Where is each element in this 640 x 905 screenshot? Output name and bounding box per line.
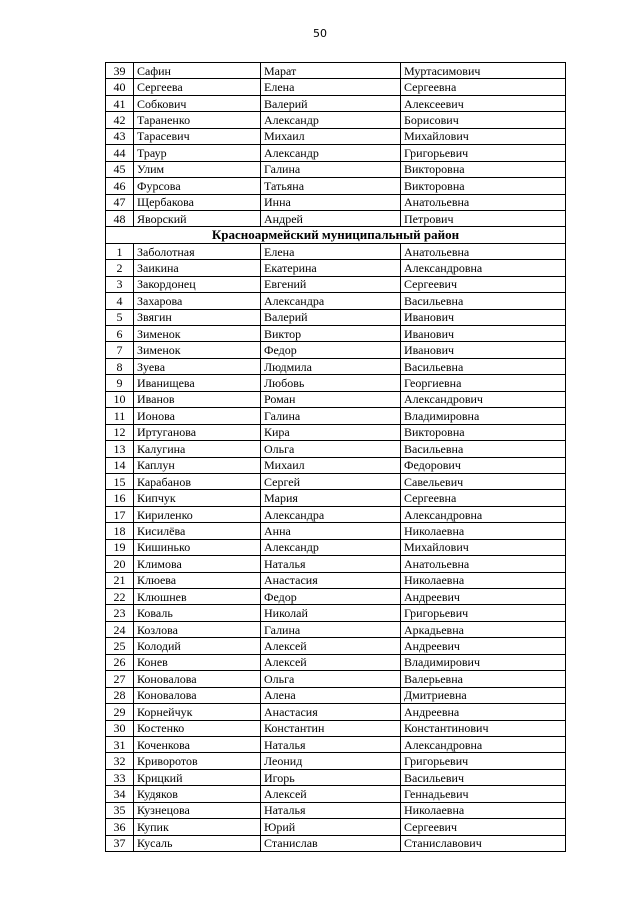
first-name-cell: Константин [261,720,401,736]
table-row [106,704,566,720]
surname-cell: Коновалова [134,687,261,703]
row-number: 6 [106,326,134,342]
section-title: Красноармейский муниципальный район [106,227,566,243]
surname-cell: Костенко [134,720,261,736]
table-row [106,293,566,309]
surname-cell: Тарасевич [134,128,261,144]
surname-cell: Захарова [134,293,261,309]
table-row [106,375,566,391]
first-name-cell: Любовь [261,375,401,391]
table-row [106,802,566,818]
surname-cell: Кусаль [134,835,261,851]
first-name-cell: Ольга [261,441,401,457]
table-row [106,326,566,342]
table-row [106,523,566,539]
row-number: 23 [106,605,134,621]
table-row [106,342,566,358]
patronymic-cell: Андреевич [401,589,566,605]
surname-cell: Тараненко [134,112,261,128]
first-name-cell: Станислав [261,835,401,851]
table-row [106,145,566,161]
table-row [106,720,566,736]
row-number: 37 [106,835,134,851]
row-number: 33 [106,769,134,785]
patronymic-cell: Иванович [401,309,566,325]
row-number: 46 [106,178,134,194]
table-row [106,556,566,572]
surname-cell: Калугина [134,441,261,457]
section-header-row [106,227,566,243]
surname-cell: Заболотная [134,243,261,259]
table-row [106,835,566,851]
table-row [106,671,566,687]
first-name-cell: Александр [261,145,401,161]
patronymic-cell: Викторовна [401,161,566,177]
surname-cell: Конев [134,654,261,670]
patronymic-cell: Викторовна [401,178,566,194]
row-number: 15 [106,473,134,489]
surname-cell: Коваль [134,605,261,621]
patronymic-cell: Николаевна [401,802,566,818]
row-number: 8 [106,358,134,374]
surname-cell: Коновалова [134,671,261,687]
patronymic-cell: Владимировна [401,408,566,424]
surname-cell: Траур [134,145,261,161]
patronymic-cell: Михайлович [401,128,566,144]
surname-cell: Корнейчук [134,704,261,720]
first-name-cell: Николай [261,605,401,621]
first-name-cell: Алексей [261,654,401,670]
patronymic-cell: Васильевна [401,293,566,309]
first-name-cell: Галина [261,408,401,424]
table-row [106,506,566,522]
patronymic-cell: Иванович [401,326,566,342]
first-name-cell: Валерий [261,309,401,325]
surname-cell: Кузнецова [134,802,261,818]
row-number: 19 [106,539,134,555]
patronymic-cell: Сергеевич [401,276,566,292]
row-number: 24 [106,621,134,637]
first-name-cell: Анастасия [261,572,401,588]
table-row [106,638,566,654]
patronymic-cell: Григорьевич [401,753,566,769]
row-number: 5 [106,309,134,325]
row-number: 11 [106,408,134,424]
surname-cell: Сафин [134,63,261,79]
patronymic-cell: Андреевна [401,704,566,720]
first-name-cell: Евгений [261,276,401,292]
surname-cell: Яворский [134,210,261,226]
patronymic-cell: Васильевич [401,769,566,785]
table-row [106,358,566,374]
first-name-cell: Анна [261,523,401,539]
row-number: 2 [106,260,134,276]
surname-cell: Криворотов [134,753,261,769]
surname-cell: Крицкий [134,769,261,785]
table-row [106,178,566,194]
surname-cell: Каплун [134,457,261,473]
row-number: 1 [106,243,134,259]
table-row [106,161,566,177]
patronymic-cell: Григорьевич [401,605,566,621]
patronymic-cell: Георгиевна [401,375,566,391]
first-name-cell: Михаил [261,457,401,473]
patronymic-cell: Васильевна [401,441,566,457]
patronymic-cell: Алексеевич [401,95,566,111]
table-row [106,63,566,79]
row-number: 45 [106,161,134,177]
surname-cell: Собкович [134,95,261,111]
surname-cell: Зименок [134,342,261,358]
row-number: 13 [106,441,134,457]
table-row [106,687,566,703]
first-name-cell: Галина [261,621,401,637]
first-name-cell: Сергей [261,473,401,489]
surname-cell: Щербакова [134,194,261,210]
row-number: 36 [106,819,134,835]
patronymic-cell: Александровна [401,736,566,752]
patronymic-cell: Николаевна [401,572,566,588]
table-row [106,605,566,621]
table-row [106,473,566,489]
row-number: 4 [106,293,134,309]
table-row [106,786,566,802]
table-row [106,112,566,128]
patronymic-cell: Дмитриевна [401,687,566,703]
table-row [106,621,566,637]
page-number: 50 [313,27,327,40]
first-name-cell: Роман [261,391,401,407]
first-name-cell: Михаил [261,128,401,144]
surname-cell: Климова [134,556,261,572]
patronymic-cell: Сергеевич [401,819,566,835]
row-number: 20 [106,556,134,572]
first-name-cell: Елена [261,243,401,259]
patronymic-cell: Сергеевна [401,490,566,506]
row-number: 25 [106,638,134,654]
patronymic-cell: Борисович [401,112,566,128]
row-number: 12 [106,424,134,440]
row-number: 16 [106,490,134,506]
patronymic-cell: Александрович [401,391,566,407]
row-number: 27 [106,671,134,687]
patronymic-cell: Федорович [401,457,566,473]
first-name-cell: Леонид [261,753,401,769]
table-row [106,654,566,670]
first-name-cell: Екатерина [261,260,401,276]
first-name-cell: Татьяна [261,178,401,194]
patronymic-cell: Геннадьевич [401,786,566,802]
surname-cell: Кисилёва [134,523,261,539]
row-number: 26 [106,654,134,670]
patronymic-cell: Валерьевна [401,671,566,687]
row-number: 31 [106,736,134,752]
first-name-cell: Мария [261,490,401,506]
table-row [106,753,566,769]
first-name-cell: Юрий [261,819,401,835]
table-row [106,243,566,259]
row-number: 21 [106,572,134,588]
surname-cell: Колодий [134,638,261,654]
row-number: 35 [106,802,134,818]
patronymic-cell: Петрович [401,210,566,226]
table-row [106,128,566,144]
first-name-cell: Инна [261,194,401,210]
surname-cell: Кириленко [134,506,261,522]
first-name-cell: Александра [261,506,401,522]
row-number: 34 [106,786,134,802]
row-number: 47 [106,194,134,210]
patronymic-cell: Анатольевна [401,556,566,572]
row-number: 14 [106,457,134,473]
first-name-cell: Алексей [261,638,401,654]
surname-cell: Иванищева [134,375,261,391]
row-number: 44 [106,145,134,161]
surname-cell: Зименок [134,326,261,342]
first-name-cell: Андрей [261,210,401,226]
surname-cell: Коченкова [134,736,261,752]
row-number: 40 [106,79,134,95]
first-name-cell: Елена [261,79,401,95]
row-number: 41 [106,95,134,111]
patronymic-cell: Александровна [401,260,566,276]
surname-cell: Козлова [134,621,261,637]
patronymic-cell: Васильевна [401,358,566,374]
row-number: 48 [106,210,134,226]
table-row [106,457,566,473]
first-name-cell: Марат [261,63,401,79]
table-row [106,589,566,605]
first-name-cell: Алексей [261,786,401,802]
first-name-cell: Александр [261,539,401,555]
table-row [106,391,566,407]
first-name-cell: Галина [261,161,401,177]
surname-cell: Улим [134,161,261,177]
first-name-cell: Наталья [261,802,401,818]
surname-cell: Иртуганова [134,424,261,440]
surname-cell: Звягин [134,309,261,325]
table-body-section [106,243,566,851]
first-name-cell: Алена [261,687,401,703]
patronymic-cell: Александровна [401,506,566,522]
surname-cell: Кишинько [134,539,261,555]
patronymic-cell: Муртасимович [401,63,566,79]
first-name-cell: Александр [261,112,401,128]
first-name-cell: Ольга [261,671,401,687]
row-number: 3 [106,276,134,292]
row-number: 42 [106,112,134,128]
section-header-group [106,227,566,243]
table-row [106,490,566,506]
surname-cell: Купик [134,819,261,835]
surname-cell: Клюшнев [134,589,261,605]
row-number: 10 [106,391,134,407]
patronymic-cell: Михайлович [401,539,566,555]
patronymic-cell: Аркадьевна [401,621,566,637]
table-row [106,441,566,457]
table-row [106,424,566,440]
patronymic-cell: Николаевна [401,523,566,539]
table-row [106,79,566,95]
surname-cell: Кипчук [134,490,261,506]
row-number: 18 [106,523,134,539]
table-row [106,819,566,835]
surname-cell: Сергеева [134,79,261,95]
row-number: 7 [106,342,134,358]
table-row [106,408,566,424]
first-name-cell: Наталья [261,556,401,572]
patronymic-cell: Анатольевна [401,194,566,210]
first-name-cell: Людмила [261,358,401,374]
table-row [106,736,566,752]
patronymic-cell: Сергеевна [401,79,566,95]
row-number: 32 [106,753,134,769]
row-number: 28 [106,687,134,703]
row-number: 30 [106,720,134,736]
table-row [106,539,566,555]
row-number: 17 [106,506,134,522]
table-row [106,276,566,292]
surname-cell: Заикина [134,260,261,276]
surname-cell: Зуева [134,358,261,374]
patronymic-cell: Константинович [401,720,566,736]
row-number: 9 [106,375,134,391]
patronymic-cell: Андреевич [401,638,566,654]
roster-table [105,62,566,852]
row-number: 29 [106,704,134,720]
surname-cell: Кудяков [134,786,261,802]
first-name-cell: Виктор [261,326,401,342]
patronymic-cell: Станиславович [401,835,566,851]
first-name-cell: Валерий [261,95,401,111]
first-name-cell: Игорь [261,769,401,785]
row-number: 39 [106,63,134,79]
patronymic-cell: Григорьевич [401,145,566,161]
table-row [106,572,566,588]
table-row [106,260,566,276]
surname-cell: Закордонец [134,276,261,292]
first-name-cell: Наталья [261,736,401,752]
first-name-cell: Федор [261,342,401,358]
surname-cell: Фурсова [134,178,261,194]
first-name-cell: Кира [261,424,401,440]
row-number: 43 [106,128,134,144]
row-number: 22 [106,589,134,605]
table-row [106,769,566,785]
patronymic-cell: Савельевич [401,473,566,489]
surname-cell: Клюева [134,572,261,588]
table-row [106,210,566,226]
table-row [106,309,566,325]
surname-cell: Ионова [134,408,261,424]
table-body-top [106,63,566,227]
first-name-cell: Федор [261,589,401,605]
patronymic-cell: Анатольевна [401,243,566,259]
first-name-cell: Анастасия [261,704,401,720]
patronymic-cell: Иванович [401,342,566,358]
patronymic-cell: Владимирович [401,654,566,670]
table-row [106,194,566,210]
table-row [106,95,566,111]
first-name-cell: Александра [261,293,401,309]
surname-cell: Карабанов [134,473,261,489]
surname-cell: Иванов [134,391,261,407]
patronymic-cell: Викторовна [401,424,566,440]
